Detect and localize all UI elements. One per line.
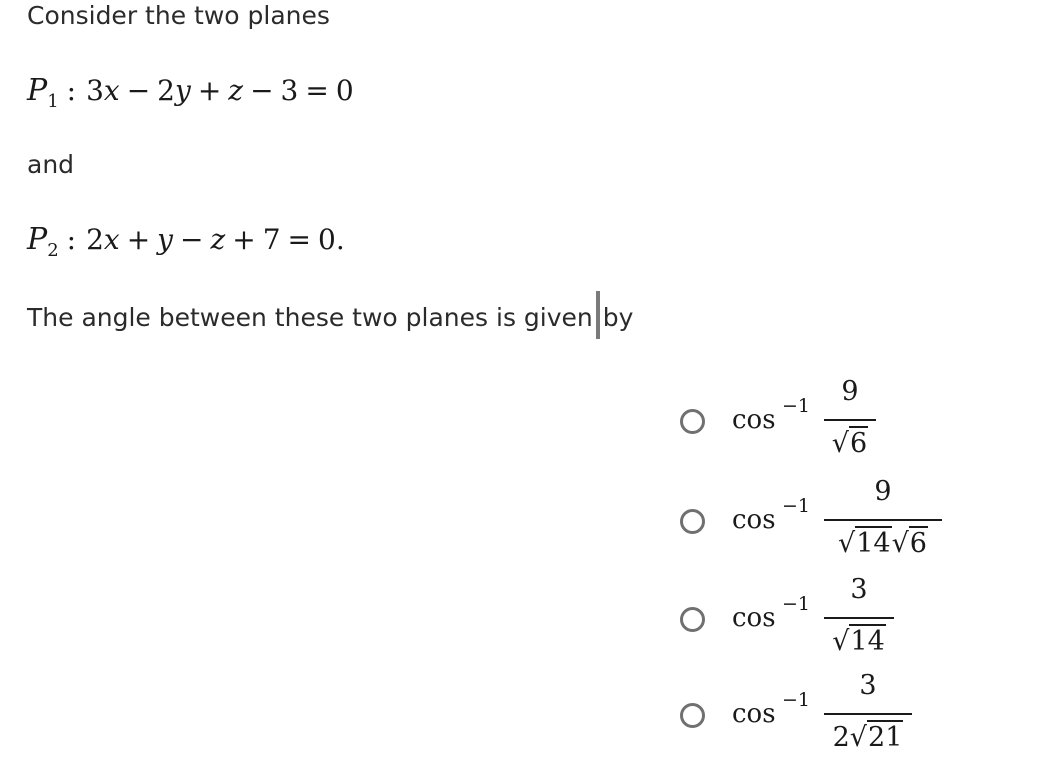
plane2-op: + <box>232 223 256 256</box>
fraction-denominator <box>824 722 912 753</box>
plane1-term-rhs: 0 <box>335 74 354 107</box>
inverse-exponent: −1 <box>782 495 811 517</box>
plane1-equals: = <box>305 74 329 107</box>
plane2-index: 2 <box>47 240 59 261</box>
plane1-term-const: 3 <box>280 74 299 107</box>
fraction-denominator <box>824 428 876 459</box>
plane1-symbol: P <box>27 73 48 108</box>
fraction-numerator: 3 <box>859 670 877 701</box>
plane1-equation <box>27 73 354 113</box>
fraction-denominator <box>824 528 942 559</box>
radicand: 21 <box>868 722 903 753</box>
plane2-term-rhs: 0. <box>318 223 345 256</box>
inverse-exponent: −1 <box>782 689 811 711</box>
radicand: 6 <box>850 428 868 459</box>
question-prompt <box>27 299 633 339</box>
radicand: 14 <box>850 626 885 657</box>
connector-text: and <box>27 150 75 179</box>
square-root: √6 <box>831 428 868 459</box>
plane1-term-3x: 3x <box>86 74 120 107</box>
plane1-term-2y: 2y <box>157 74 191 107</box>
radio-button-option-1[interactable] <box>680 409 705 434</box>
plane2-term-2x: 2x <box>86 223 120 256</box>
fraction-numerator: 9 <box>874 476 892 507</box>
denominator-coefficient: 2 <box>832 722 850 753</box>
radicand: 14 <box>856 528 891 559</box>
square-root: √21 <box>849 722 903 753</box>
radio-button-option-4[interactable] <box>680 703 705 728</box>
radio-button-option-2[interactable] <box>680 509 705 534</box>
square-root: √14 <box>838 528 891 559</box>
radio-button-option-3[interactable] <box>680 607 705 632</box>
plane1-op: − <box>250 74 274 107</box>
plane2-op: − <box>180 223 204 256</box>
inverse-exponent: −1 <box>782 593 811 615</box>
plane1-colon: : <box>66 74 77 107</box>
plane1-index: 1 <box>47 91 59 112</box>
plane2-term-const: 7 <box>262 223 281 256</box>
plane2-symbol: P <box>27 222 48 257</box>
plane1-term-z: z <box>228 74 244 107</box>
fraction-bar <box>824 419 876 421</box>
fraction-denominator <box>824 626 894 657</box>
answer-option-4[interactable] <box>680 666 980 756</box>
cos-function-label: cos <box>732 699 776 729</box>
answer-option-3[interactable] <box>680 570 980 660</box>
fraction-option-2 <box>824 472 942 564</box>
plane2-equals: = <box>287 223 311 256</box>
prompt-text-before: The angle between these two planes is given <box>27 303 593 332</box>
fraction-option-4 <box>824 666 912 758</box>
fraction-numerator: 3 <box>850 574 868 605</box>
fraction-option-1 <box>824 372 876 464</box>
prompt-text-after: by <box>602 303 634 332</box>
cos-function-label: cos <box>732 603 776 633</box>
fraction-bar <box>824 617 894 619</box>
plane1-op: + <box>197 74 222 107</box>
fraction-bar <box>824 713 912 715</box>
cos-function-label: cos <box>732 405 776 435</box>
plane2-equation <box>27 222 345 262</box>
fraction-numerator: 9 <box>841 376 859 407</box>
square-root: √14 <box>832 626 885 657</box>
fraction-option-3 <box>824 570 894 662</box>
inverse-exponent: −1 <box>782 395 811 417</box>
fraction-bar <box>824 519 942 521</box>
intro-text: Consider the two planes <box>27 1 330 30</box>
text-cursor <box>596 291 600 339</box>
radicand: 6 <box>909 528 927 559</box>
cos-function-label: cos <box>732 505 776 535</box>
plane2-term-y: y <box>157 223 173 256</box>
answer-option-2[interactable] <box>680 472 980 562</box>
square-root: √6 <box>891 528 927 559</box>
answer-option-1[interactable] <box>680 372 980 462</box>
plane1-op: − <box>126 74 151 107</box>
plane2-colon: : <box>66 223 77 256</box>
plane2-term-z: z <box>210 223 226 256</box>
plane2-op: + <box>126 223 151 256</box>
